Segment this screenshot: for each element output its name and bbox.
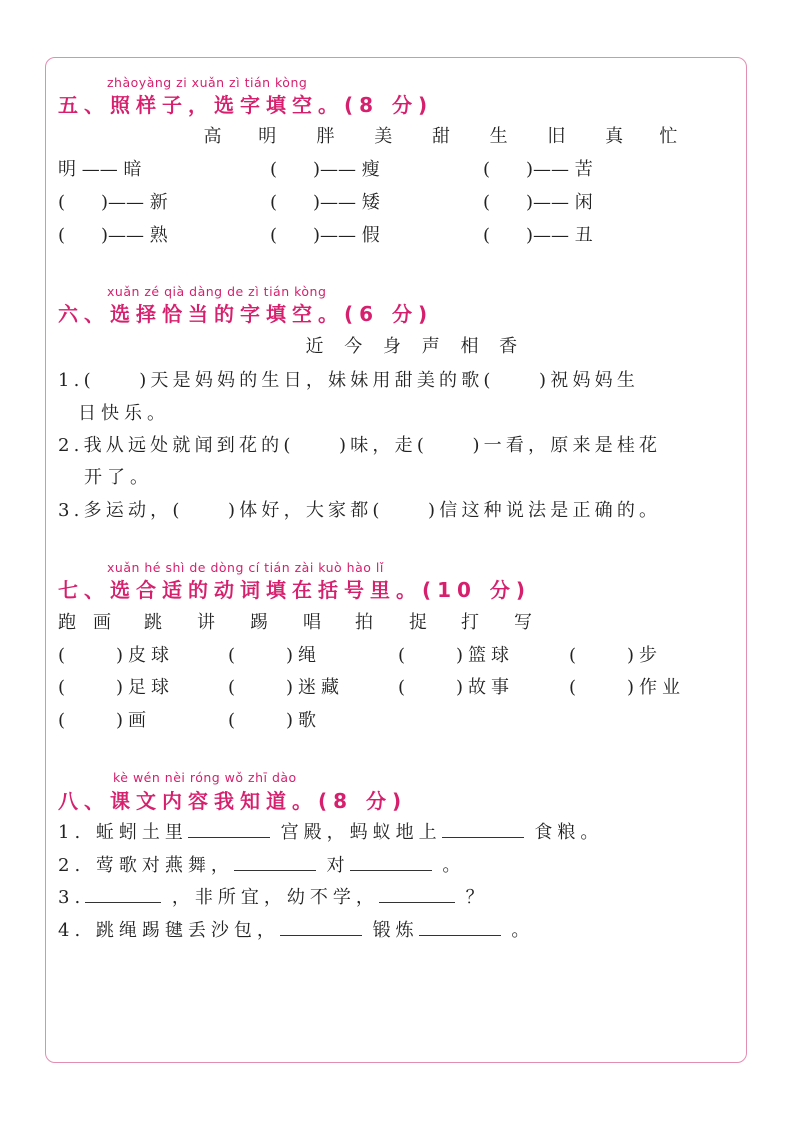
antonym-item: ( )—— 熟 <box>58 225 168 246</box>
word: 声 <box>421 336 440 357</box>
antonym-item: ( )—— 苦 <box>483 159 593 180</box>
word: 相 <box>460 336 479 357</box>
section8-heading: 八、课文内容我知道。(8 分) <box>58 789 408 813</box>
verb-item: ( )歌 <box>228 710 322 731</box>
question-2-line-2: 开了。 <box>84 467 153 488</box>
word: 生 <box>489 126 508 147</box>
answer-blank[interactable] <box>85 884 161 903</box>
text: 4. 跳绳踢毽丢沙包， <box>58 920 280 941</box>
text: 对 <box>326 855 350 876</box>
section7-heading: 七、选合适的动词填在括号里。(10 分) <box>58 578 532 602</box>
text: 食粮。 <box>534 822 604 843</box>
word: 打 <box>461 612 479 633</box>
verb-item: ( )篮球 <box>398 645 515 666</box>
antonym-item: ( )—— 假 <box>270 225 380 246</box>
word: 甜 <box>431 126 450 147</box>
word: 讲 <box>197 612 215 633</box>
answer-blank[interactable] <box>188 819 270 838</box>
word: 拍 <box>355 612 373 633</box>
word: 捉 <box>409 612 427 633</box>
word: 近 <box>305 336 324 357</box>
word: 今 <box>344 336 363 357</box>
section5-heading: 五、照样子，选字填空。(8 分) <box>58 93 434 117</box>
antonym-item: 明 —— 暗 <box>58 159 142 180</box>
question-1-line-1: 1.( )天是妈妈的生日，妹妹用甜美的歌( )祝妈妈生 <box>58 370 640 391</box>
section6-pinyin: xuǎn zé qià dàng de zì tián kòng <box>107 284 327 299</box>
word: 美 <box>374 126 393 147</box>
fill-question-3 <box>58 883 489 909</box>
word: 跑 <box>58 612 76 633</box>
word: 身 <box>382 336 401 357</box>
word: 高 <box>203 126 222 147</box>
section6-heading: 六、选择恰当的字填空。(6 分) <box>58 302 434 326</box>
text: 宫殿，蚂蚁地上 <box>280 822 442 843</box>
answer-blank[interactable] <box>350 852 432 871</box>
answer-blank[interactable] <box>379 884 455 903</box>
verb-item: ( )画 <box>58 710 152 731</box>
answer-blank[interactable] <box>280 917 362 936</box>
word: 真 <box>605 126 624 147</box>
question-1-line-2: 日快乐。 <box>78 403 170 424</box>
word: 明 <box>258 126 277 147</box>
antonym-item: ( )—— 闲 <box>483 192 593 213</box>
text: ，非所宜，幼不学， <box>171 887 379 908</box>
text: ？ <box>465 887 489 908</box>
antonym-item: ( )—— 新 <box>58 192 168 213</box>
verb-item: ( )迷藏 <box>228 677 345 698</box>
question-3: 3.多运动，( )体好，大家都( )信这种说法是正确的。 <box>58 500 662 521</box>
verb-item: ( )步 <box>569 645 663 666</box>
section7-word-bank <box>58 608 551 634</box>
section5-word-bank <box>190 122 691 148</box>
fill-question-2 <box>58 851 465 877</box>
section6-word-bank <box>298 332 525 358</box>
answer-blank[interactable] <box>234 852 316 871</box>
word: 忙 <box>659 126 678 147</box>
section8-pinyin: kè wén nèi róng wǒ zhī dào <box>113 770 297 785</box>
answer-blank[interactable] <box>442 819 524 838</box>
text: 1. 蚯蚓土里 <box>58 822 188 843</box>
word: 画 <box>93 612 111 633</box>
word: 胖 <box>316 126 335 147</box>
text: 。 <box>511 920 535 941</box>
fill-question-4 <box>58 916 534 942</box>
word: 旧 <box>547 126 566 147</box>
verb-item: ( )皮球 <box>58 645 175 666</box>
text: 锻炼 <box>372 920 419 941</box>
antonym-item: ( )—— 矮 <box>270 192 380 213</box>
answer-blank[interactable] <box>419 917 501 936</box>
word: 香 <box>499 336 518 357</box>
antonym-item: ( )—— 丑 <box>483 225 593 246</box>
antonym-item: ( )—— 瘦 <box>270 159 380 180</box>
verb-item: ( )绳 <box>228 645 322 666</box>
text: 2. 莺歌对燕舞， <box>58 855 234 876</box>
section5-pinyin: zhàoyàng zi xuǎn zì tián kòng <box>107 75 308 90</box>
word: 跳 <box>144 612 162 633</box>
text: 3. <box>58 887 86 908</box>
word: 写 <box>514 612 532 633</box>
verb-item: ( )故事 <box>398 677 515 698</box>
fill-question-1 <box>58 818 603 844</box>
section7-pinyin: xuǎn hé shì de dòng cí tián zài kuò hào lǐ <box>107 560 384 575</box>
question-2-line-1: 2.我从远处就闻到花的( )味，走( )一看，原来是桂花 <box>58 435 662 456</box>
word: 唱 <box>303 612 321 633</box>
text: 。 <box>442 855 466 876</box>
verb-item: ( )足球 <box>58 677 175 698</box>
verb-item: ( )作业 <box>569 677 686 698</box>
word: 踢 <box>250 612 268 633</box>
